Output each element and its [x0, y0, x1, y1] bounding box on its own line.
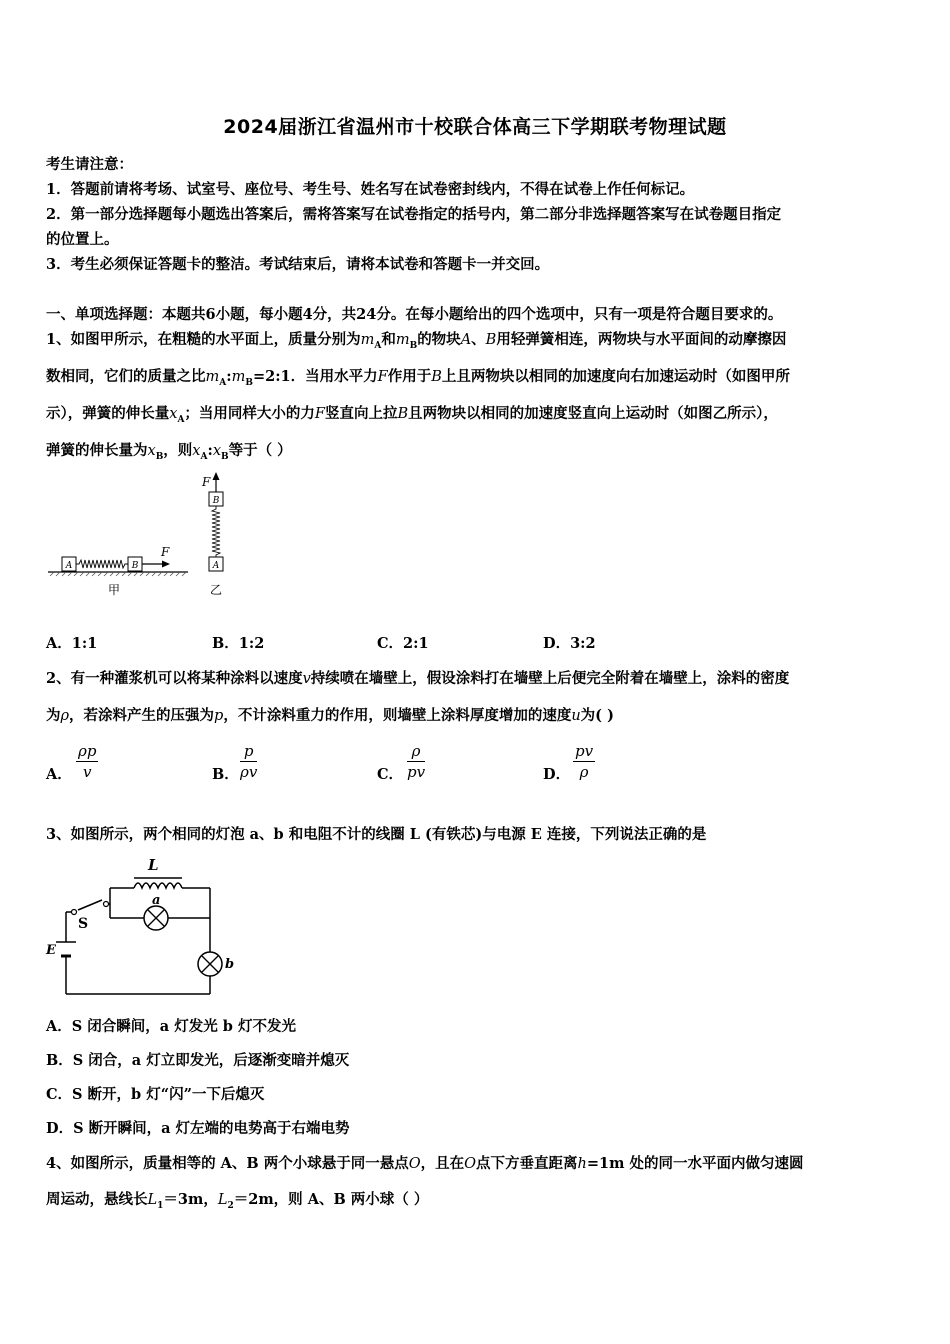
label-a: a	[152, 893, 161, 908]
text: 用轻弹簧相连，两物块与水平面间的动摩擦因	[496, 331, 787, 348]
sub: 2	[227, 1200, 234, 1211]
circuit-figure	[44, 852, 244, 1000]
text: ＝3m，	[163, 1191, 218, 1208]
var: m	[205, 369, 220, 385]
label-a: A	[65, 561, 73, 571]
option-a[interactable]: A．1:1	[46, 635, 98, 652]
option-d[interactable]: D．S 断开瞬间，a 灯左端的电势高于右端电势	[46, 1120, 350, 1137]
sub: A	[219, 377, 227, 388]
var: B	[397, 406, 409, 422]
var: O	[464, 1156, 476, 1172]
text: 1、如图甲所示，在粗糙的水平面上，质量分别为	[46, 331, 361, 348]
arrow-head-icon	[162, 561, 170, 568]
var: x	[169, 406, 178, 422]
denominator: ρ	[579, 763, 589, 781]
text: 竖直向上拉	[324, 405, 398, 422]
sub: A	[374, 340, 382, 351]
notice-item: 3．考生必须保证答题卡的整洁。考试结束后，请将本试卷和答题卡一并交回。	[46, 256, 550, 273]
text: 为( )	[580, 707, 614, 724]
var: v	[302, 671, 311, 687]
question-1-line-4	[46, 439, 908, 462]
page-title: 2024届浙江省温州市十校联合体高三下学期联考物理试题	[223, 116, 727, 138]
arrow-up-icon	[213, 472, 220, 480]
text: 的物块	[417, 331, 461, 348]
fraction-bar	[76, 761, 98, 762]
notice-heading: 考生请注意：	[46, 156, 133, 173]
text: 示），弹簧的伸长量	[46, 405, 170, 422]
option-b[interactable]: B．	[212, 766, 239, 783]
text: 等于（ ）	[228, 442, 292, 459]
text: ，且在	[420, 1155, 465, 1172]
var: B	[431, 369, 442, 385]
spring-vertical	[212, 506, 220, 557]
text: 2、有一种灌浆机可以将某种涂料以速度	[46, 670, 303, 687]
text: ；当用同样大小的力	[184, 405, 315, 422]
sub: A	[200, 451, 208, 462]
var: m	[360, 332, 375, 348]
text: 为	[46, 707, 61, 724]
spring	[76, 560, 128, 568]
label-f: F	[202, 475, 211, 489]
question-4-line-1	[46, 1152, 908, 1173]
option-a[interactable]: A．	[46, 766, 72, 783]
fraction-bar	[573, 761, 595, 762]
option-b[interactable]: B．S 闭合，a 灯立即发光，后逐渐变暗并熄灭	[46, 1052, 350, 1069]
fraction	[240, 742, 257, 781]
label-b: b	[225, 957, 235, 972]
question-1-line-3	[46, 402, 908, 425]
spring-block-figure	[46, 470, 246, 605]
var: L	[147, 1192, 158, 1208]
var: p	[214, 708, 224, 724]
text: 和	[381, 331, 396, 348]
label-l: L	[148, 856, 159, 874]
label-a: A	[212, 561, 220, 571]
text: 且两物块以相同的加速度竖直向上运动时（如图乙所示），	[408, 405, 778, 422]
switch-terminal	[104, 902, 109, 907]
option-a[interactable]: A．S 闭合瞬间，a 灯发光 b 灯不发光	[46, 1018, 296, 1035]
var: h	[577, 1156, 587, 1172]
text: ＝2m，则 A、B 两小球（ ）	[233, 1191, 429, 1208]
var: F	[314, 406, 325, 422]
var: x	[147, 443, 156, 459]
notice-item: 2．第一部分选择题每小题选出答案后，需将答案写在试卷指定的括号内，第二部分非选择题答案写在试卷题目指定	[46, 206, 782, 223]
numerator: pv	[575, 742, 594, 760]
fraction	[573, 742, 595, 781]
text: 持续喷在墙壁上，假设涂料打在墙壁上后便完全附着在墙壁上，涂料的密度	[310, 670, 790, 687]
text: :	[207, 442, 213, 459]
text: 点下方垂直距离	[475, 1155, 578, 1172]
var: u	[571, 708, 581, 724]
text: 、	[471, 331, 486, 348]
question-1-line-2	[46, 365, 908, 388]
text: ，则	[163, 442, 193, 459]
question-2-line-2	[46, 704, 908, 725]
label-f: F	[161, 545, 170, 559]
numerator: ρp	[78, 742, 97, 760]
option-c[interactable]: C．2:1	[377, 635, 429, 652]
section-heading: 一、单项选择题：本题共6小题，每小题4分，共24分。在每小题给出的四个选项中，只有一项是符合题目要求的。	[46, 306, 783, 323]
notice-item: 的位置上。	[46, 231, 119, 248]
option-c[interactable]: C．	[377, 766, 404, 783]
var: x	[192, 443, 201, 459]
text: 弹簧的伸长量为	[46, 442, 148, 459]
text: 周运动，悬线长	[46, 1191, 148, 1208]
text: =2:1．当用水平力	[252, 368, 378, 385]
text: :	[226, 368, 232, 385]
var: L	[217, 1192, 228, 1208]
denominator: ρv	[240, 763, 258, 781]
fraction	[76, 742, 98, 781]
denominator: pv	[407, 763, 426, 781]
label-b: B	[212, 496, 220, 506]
text: ，不计涂料重力的作用，则墙壁上涂料厚度增加的速度	[223, 707, 572, 724]
switch-terminal	[72, 910, 77, 915]
var: F	[377, 369, 388, 385]
option-c[interactable]: C．S 断开，b 灯“闪”一下后熄灭	[46, 1086, 265, 1103]
notice-item: 1．答题前请将考场、试室号、座位号、考生号、姓名写在试卷密封线内，不得在试卷上作任何标记。	[46, 181, 695, 198]
option-d[interactable]: D．3:2	[543, 635, 596, 652]
numerator: p	[243, 742, 254, 760]
fraction-bar	[407, 761, 425, 762]
question-2-line-1	[46, 667, 908, 688]
fraction	[407, 742, 425, 781]
text: ，若涂料产生的压强为	[69, 707, 215, 724]
question-4-line-2	[46, 1188, 908, 1211]
numerator: ρ	[411, 742, 421, 760]
text: 4、如图所示，质量相等的 A、B 两个小球悬于同一悬点	[46, 1155, 409, 1172]
label-e: E	[46, 943, 56, 958]
var: O	[408, 1156, 421, 1172]
var: A	[460, 332, 472, 348]
label-s: S	[78, 916, 89, 932]
var: m	[395, 332, 410, 348]
question-1-line-1	[46, 328, 908, 351]
text: 作用于	[387, 368, 432, 385]
sub: B	[409, 340, 418, 351]
var: B	[485, 332, 497, 348]
inductor-coil	[134, 883, 182, 888]
option-d[interactable]: D．	[543, 766, 571, 783]
text: =1m 处的同一水平面内做匀速圆	[586, 1155, 804, 1172]
fraction-bar	[240, 761, 257, 762]
caption-yi: 乙	[209, 583, 223, 597]
var: m	[231, 369, 246, 385]
text: 上且两物块以相同的加速度向右加速运动时（如图甲所	[441, 368, 790, 385]
var: x	[212, 443, 222, 459]
option-b[interactable]: B．1:2	[212, 635, 265, 652]
sub: B	[155, 451, 164, 462]
sub: B	[245, 377, 253, 388]
caption-jia: 甲	[107, 583, 121, 597]
sub: A	[177, 414, 185, 425]
question-3-stem: 3、如图所示，两个相同的灯泡 a、b 和电阻不计的线圈 L (有铁芯)与电源 E 连接，下列说法正确的是	[46, 826, 707, 843]
sub: B	[221, 451, 229, 462]
sub: 1	[157, 1200, 164, 1211]
label-b: B	[131, 561, 139, 571]
text: 数相同，它们的质量之比	[46, 368, 206, 385]
var: ρ	[60, 708, 70, 724]
denominator: v	[82, 763, 92, 781]
